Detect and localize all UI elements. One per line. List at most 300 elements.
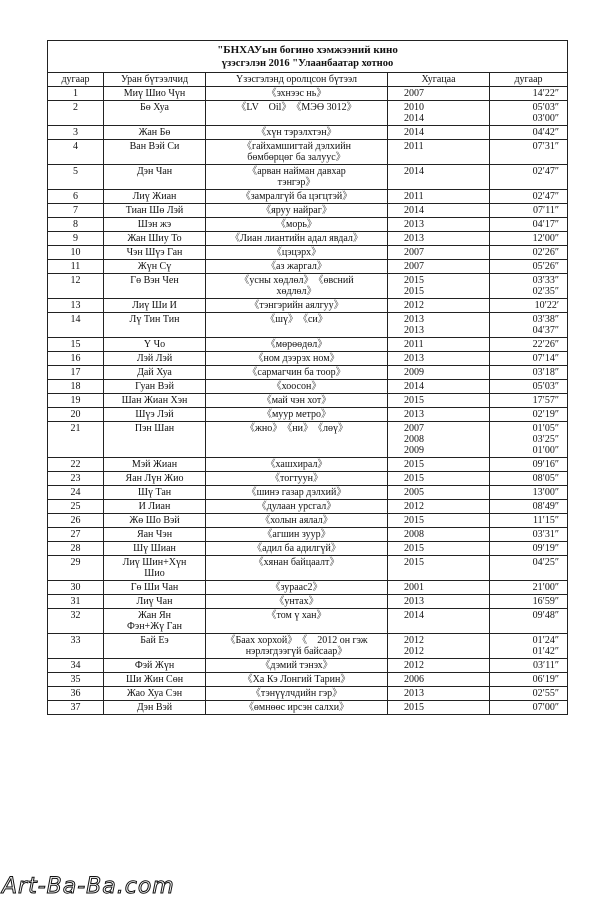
artist-cell [104, 458, 206, 472]
work-cell-line: 《сармагчин ба тоор》 [247, 367, 346, 378]
artist-cell [104, 232, 206, 246]
year-cell [388, 299, 490, 313]
row-number: 1 [48, 87, 104, 101]
year-cell [388, 232, 490, 246]
work-cell-line: 《тогтуун》 [270, 473, 323, 484]
table-row [48, 190, 568, 204]
row-number: 36 [48, 687, 104, 701]
year-cell-line: 2015 [404, 543, 424, 554]
duration-cell [490, 581, 568, 595]
duration-cell [490, 472, 568, 486]
artist-cell-line: Жан Бө [138, 127, 171, 138]
work-cell-line: 《шү》 《си》 [265, 314, 328, 325]
work-cell-line: 《зураас2》 [270, 582, 323, 593]
row-number: 29 [48, 556, 104, 581]
year-cell [388, 260, 490, 274]
row-number: 2 [48, 101, 104, 126]
work-cell-line: 《Лиан лиантийн адал явдал》 [230, 233, 363, 244]
artist-cell-line: Лиү Жиан [132, 191, 177, 202]
year-cell-line: 2014 [404, 610, 424, 621]
year-cell-line: 2007 [404, 247, 424, 258]
year-cell-line: 2012 [404, 635, 424, 646]
artist-cell-line: Тиан Шө Лэй [125, 205, 184, 216]
artist-cell-line: Лиү Чан [136, 596, 173, 607]
duration-cell-line: 13′00″ [532, 487, 560, 498]
work-cell [206, 500, 388, 514]
table-row [48, 609, 568, 634]
work-cell [206, 140, 388, 165]
artist-cell-line: Жао Хуа Сэн [126, 688, 183, 699]
artist-cell [104, 687, 206, 701]
year-cell-line: 2005 [404, 487, 424, 498]
work-cell [206, 634, 388, 659]
artist-cell-line: Миү Шио Чүн [123, 88, 186, 99]
year-cell-line: 2008 [404, 434, 424, 445]
year-cell-line: 2011 [404, 191, 424, 202]
work-cell-line: 《тэнгэрийн аялгуу》 [249, 300, 344, 311]
duration-cell [490, 422, 568, 458]
year-cell [388, 687, 490, 701]
work-cell-line: 《тэнүүлчдийн гэр》 [250, 688, 343, 699]
year-cell-line: 2007 [404, 88, 424, 99]
work-cell [206, 422, 388, 458]
table-row [48, 313, 568, 338]
artist-cell [104, 595, 206, 609]
year-cell-line: 2014 [404, 166, 424, 177]
year-cell [388, 673, 490, 687]
artist-cell [104, 542, 206, 556]
artist-cell [104, 246, 206, 260]
duration-cell [490, 165, 568, 190]
artist-cell [104, 140, 206, 165]
year-cell-line: 2015 [404, 459, 424, 470]
artist-cell-line: Шио [144, 568, 165, 579]
work-cell-line: хөдлөл》 [276, 286, 317, 297]
year-cell [388, 87, 490, 101]
duration-cell-line: 04′25″ [532, 557, 560, 568]
year-cell-line: 2013 [404, 219, 424, 230]
year-cell [388, 458, 490, 472]
work-cell-line: 《Ха Кэ Лонгий Тарин》 [242, 674, 351, 685]
duration-cell-line: 21′00″ [532, 582, 560, 593]
work-cell-line: 《хүн тэрэлхтэн》 [256, 127, 337, 138]
duration-cell-line: 02′35″ [532, 286, 560, 297]
duration-cell [490, 338, 568, 352]
duration-cell-line: 11′15″ [533, 515, 560, 526]
artist-cell-line: Дэн Вэй [136, 702, 173, 713]
work-cell-line: 《цэцэрх》 [271, 247, 322, 258]
duration-cell-line: 04′17″ [532, 219, 560, 230]
duration-cell-line: 06′19″ [532, 674, 560, 685]
year-cell-line: 2012 [404, 660, 424, 671]
artist-cell [104, 101, 206, 126]
row-number: 21 [48, 422, 104, 458]
artist-cell [104, 673, 206, 687]
row-number: 5 [48, 165, 104, 190]
artist-cell [104, 514, 206, 528]
artist-cell [104, 609, 206, 634]
duration-cell-line: 01′24″ [532, 635, 560, 646]
artist-cell [104, 190, 206, 204]
work-cell-line: 《шинэ газар дэлхий》 [246, 487, 347, 498]
year-cell-line: 2015 [404, 286, 424, 297]
row-number: 20 [48, 408, 104, 422]
year-cell [388, 394, 490, 408]
duration-cell-line: 02′47″ [532, 166, 560, 177]
work-cell-line: 《гайхамшигтай дэлхийн [242, 141, 351, 152]
work-cell-line: 《өмнөөс ирсэн салхи》 [243, 702, 350, 713]
year-cell [388, 634, 490, 659]
work-cell [206, 274, 388, 299]
duration-cell-line: 02′26″ [532, 247, 560, 258]
artist-cell [104, 274, 206, 299]
year-cell-line: 2015 [404, 702, 424, 713]
row-number: 28 [48, 542, 104, 556]
work-cell [206, 246, 388, 260]
work-cell [206, 673, 388, 687]
year-cell-line: 2014 [404, 205, 424, 216]
work-cell-line: 《Баах хорхой》 《 2012 он гэж [225, 635, 368, 646]
year-cell-line: 2009 [404, 445, 424, 456]
row-number: 9 [48, 232, 104, 246]
work-cell-line: 《унтах》 [274, 596, 319, 607]
table-row [48, 673, 568, 687]
year-cell-line: 2015 [404, 275, 424, 286]
row-number: 19 [48, 394, 104, 408]
table-row [48, 687, 568, 701]
table-row [48, 260, 568, 274]
artist-cell [104, 486, 206, 500]
duration-cell-line: 03′31″ [532, 529, 560, 540]
duration-cell-line: 17′57″ [532, 395, 560, 406]
artist-cell-line: Яан Чэн [136, 529, 173, 540]
document-page [47, 40, 567, 715]
work-cell-line: нэрлэгдээгүй байсаар》 [245, 646, 348, 657]
year-cell [388, 422, 490, 458]
year-cell-line: 2012 [404, 501, 424, 512]
artist-cell-line: Шүэ Лэй [135, 409, 174, 420]
year-cell-line: 2013 [404, 688, 424, 699]
header-works: Үзэсгэлэнд оролцсон бүтээл [206, 73, 388, 87]
work-cell-line: 《том ү хан》 [266, 610, 327, 621]
duration-cell [490, 408, 568, 422]
work-cell-line: 《замралгүй ба цэгцтэй》 [240, 191, 353, 202]
duration-cell [490, 204, 568, 218]
duration-cell [490, 218, 568, 232]
artist-cell [104, 204, 206, 218]
duration-cell-line: 12′00″ [532, 233, 560, 244]
artist-cell [104, 218, 206, 232]
table-row [48, 659, 568, 673]
artist-cell [104, 260, 206, 274]
work-cell-line: 《мөрөөдөл》 [265, 339, 328, 350]
year-cell-line: 2013 [404, 409, 424, 420]
duration-cell [490, 542, 568, 556]
work-cell [206, 458, 388, 472]
year-cell-line: 2006 [404, 674, 424, 685]
row-number: 32 [48, 609, 104, 634]
row-number: 10 [48, 246, 104, 260]
duration-cell-line: 01′00″ [532, 445, 560, 456]
duration-cell-line: 03′18″ [532, 367, 560, 378]
year-cell [388, 366, 490, 380]
table-row [48, 232, 568, 246]
duration-cell [490, 246, 568, 260]
artist-cell-line: Лиү Ши И [132, 300, 177, 311]
table-row [48, 204, 568, 218]
duration-cell [490, 232, 568, 246]
year-cell [388, 313, 490, 338]
work-cell-line: 《хянан байцаалт》 [253, 557, 340, 568]
work-cell [206, 595, 388, 609]
year-cell-line: 2007 [404, 423, 424, 434]
table-row [48, 126, 568, 140]
work-cell-line: 《дэмий тэнэх》 [260, 660, 333, 671]
row-number: 25 [48, 500, 104, 514]
table-row [48, 472, 568, 486]
year-cell [388, 246, 490, 260]
year-cell-line: 2012 [404, 646, 424, 657]
work-cell-line: 《яруу найраг》 [261, 205, 332, 216]
year-cell-line: 2001 [404, 582, 424, 593]
year-cell [388, 542, 490, 556]
year-cell-line: 2007 [404, 261, 424, 272]
duration-cell-line: 07′11″ [533, 205, 560, 216]
table-row [48, 246, 568, 260]
year-cell [388, 380, 490, 394]
work-cell [206, 101, 388, 126]
artist-cell [104, 380, 206, 394]
document-title [48, 41, 568, 73]
duration-cell [490, 313, 568, 338]
duration-cell-line: 03′00″ [532, 113, 560, 124]
year-cell-line: 2014 [404, 127, 424, 138]
artist-cell-line: Шү Тан [137, 487, 172, 498]
header-artists: Уран бүтээлчид [104, 73, 206, 87]
artist-cell-line: Дай Хуа [137, 367, 172, 378]
year-cell-line: 2015 [404, 557, 424, 568]
work-cell [206, 380, 388, 394]
table-row [48, 338, 568, 352]
work-cell [206, 338, 388, 352]
year-cell-line: 2009 [404, 367, 424, 378]
work-cell [206, 687, 388, 701]
duration-cell [490, 352, 568, 366]
duration-cell-line: 05′03″ [532, 381, 560, 392]
artist-cell-line: Бө Хуа [140, 102, 169, 113]
year-cell [388, 701, 490, 715]
duration-cell [490, 274, 568, 299]
duration-cell-line: 09′16″ [532, 459, 560, 470]
duration-cell [490, 556, 568, 581]
artist-cell-line: Ү Чо [143, 339, 166, 350]
work-cell [206, 581, 388, 595]
artist-cell [104, 472, 206, 486]
duration-cell [490, 299, 568, 313]
title-line-2: үзэсгэлэн 2016 "Улаанбаатар хотноо [221, 58, 394, 69]
row-number: 4 [48, 140, 104, 165]
table-row [48, 394, 568, 408]
duration-cell-line: 01′05″ [532, 423, 560, 434]
duration-cell [490, 87, 568, 101]
artist-cell [104, 528, 206, 542]
artist-cell [104, 87, 206, 101]
year-cell [388, 514, 490, 528]
year-cell [388, 528, 490, 542]
header-period: Хугацаа [388, 73, 490, 87]
duration-cell [490, 500, 568, 514]
year-cell [388, 140, 490, 165]
year-cell-line: 2013 [404, 353, 424, 364]
year-cell-line: 2011 [404, 339, 424, 350]
duration-cell [490, 634, 568, 659]
table-row [48, 299, 568, 313]
table-row [48, 556, 568, 581]
table-row [48, 514, 568, 528]
year-cell-line: 2014 [404, 113, 424, 124]
work-cell-line: 《LV Oil》 《МЭӨ 3012》 [236, 102, 357, 113]
duration-cell-line: 03′33″ [532, 275, 560, 286]
row-number: 30 [48, 581, 104, 595]
table-row [48, 500, 568, 514]
duration-cell-line: 09′19″ [532, 543, 560, 554]
artist-cell-line: Жан Шиу То [127, 233, 182, 244]
year-cell-line: 2011 [404, 141, 424, 152]
table-row [48, 140, 568, 165]
duration-cell-line: 09′48″ [532, 610, 560, 621]
work-cell [206, 408, 388, 422]
artist-cell-line: Гө Вэн Чен [130, 275, 179, 286]
artist-cell [104, 313, 206, 338]
work-cell [206, 556, 388, 581]
duration-cell-line: 07′14″ [532, 353, 560, 364]
duration-cell-line: 03′11″ [533, 660, 560, 671]
work-cell-line: 《муур метро》 [261, 409, 332, 420]
year-cell [388, 581, 490, 595]
year-cell [388, 204, 490, 218]
row-number: 8 [48, 218, 104, 232]
title-row [48, 41, 568, 73]
year-cell [388, 165, 490, 190]
row-number: 22 [48, 458, 104, 472]
work-cell [206, 204, 388, 218]
duration-cell-line: 02′19″ [532, 409, 560, 420]
row-number: 35 [48, 673, 104, 687]
row-number: 14 [48, 313, 104, 338]
work-cell-line: 《арван найман давхар [247, 166, 346, 177]
artist-cell [104, 165, 206, 190]
artist-cell [104, 634, 206, 659]
duration-cell-line: 16′59″ [532, 596, 560, 607]
duration-cell [490, 595, 568, 609]
header-row [48, 73, 568, 87]
duration-cell [490, 458, 568, 472]
duration-cell-line: 05′03″ [532, 102, 560, 113]
year-cell [388, 408, 490, 422]
table-row [48, 634, 568, 659]
duration-cell [490, 673, 568, 687]
artist-cell [104, 352, 206, 366]
row-number: 13 [48, 299, 104, 313]
artist-cell-line: Жө Шо Вэй [129, 515, 180, 526]
duration-cell-line: 04′37″ [532, 325, 560, 336]
artist-cell-line: Шү Шиан [133, 543, 176, 554]
year-cell [388, 556, 490, 581]
duration-cell [490, 486, 568, 500]
duration-cell [490, 101, 568, 126]
artist-cell-line: Шан Жиан Хэн [121, 395, 188, 406]
work-cell-line: бөмбөрцөг ба залуус》 [247, 152, 346, 163]
table-row [48, 486, 568, 500]
artist-cell [104, 299, 206, 313]
work-cell [206, 87, 388, 101]
year-cell [388, 595, 490, 609]
work-cell [206, 528, 388, 542]
artist-cell [104, 126, 206, 140]
work-cell-line: 《жно》 《ни》 《лөү》 [245, 423, 348, 434]
duration-cell [490, 366, 568, 380]
duration-cell [490, 380, 568, 394]
duration-cell [490, 394, 568, 408]
artist-cell [104, 701, 206, 715]
year-cell [388, 274, 490, 299]
work-cell [206, 394, 388, 408]
artist-cell-line: Чэн Шүэ Ган [126, 247, 183, 258]
header-number: дугаар [48, 73, 104, 87]
artist-cell-line: Мэй Жиан [131, 459, 178, 470]
duration-cell [490, 126, 568, 140]
duration-cell [490, 528, 568, 542]
duration-cell-line: 22′26″ [532, 339, 560, 350]
work-cell [206, 126, 388, 140]
table-row [48, 366, 568, 380]
artist-cell [104, 338, 206, 352]
title-line-1: "БНХАУын богино хэмжээний кино [217, 44, 398, 56]
duration-cell-line: 07′00″ [532, 702, 560, 713]
year-cell [388, 500, 490, 514]
table-row [48, 581, 568, 595]
duration-cell [490, 190, 568, 204]
duration-cell [490, 687, 568, 701]
work-cell [206, 486, 388, 500]
artist-cell [104, 408, 206, 422]
duration-cell-line: 10′22′ [534, 300, 560, 311]
row-number: 12 [48, 274, 104, 299]
work-cell [206, 472, 388, 486]
row-number: 17 [48, 366, 104, 380]
duration-cell [490, 659, 568, 673]
year-cell-line: 2012 [404, 300, 424, 311]
duration-cell-line: 08′05″ [532, 473, 560, 484]
work-cell [206, 514, 388, 528]
duration-cell-line: 07′31″ [532, 141, 560, 152]
duration-cell-line: 02′47″ [532, 191, 560, 202]
artist-cell-line: Пэн Шан [134, 423, 175, 434]
duration-cell [490, 609, 568, 634]
year-cell-line: 2014 [404, 381, 424, 392]
table-row [48, 218, 568, 232]
year-cell-line: 2015 [404, 395, 424, 406]
duration-cell-line: 02′55″ [532, 688, 560, 699]
table-row [48, 380, 568, 394]
work-cell [206, 366, 388, 380]
year-cell [388, 609, 490, 634]
row-number: 26 [48, 514, 104, 528]
film-schedule-table [47, 40, 568, 715]
row-number: 34 [48, 659, 104, 673]
duration-cell-line: 01′42″ [532, 646, 560, 657]
watermark: Art-Ba-Ba.com [2, 874, 175, 899]
